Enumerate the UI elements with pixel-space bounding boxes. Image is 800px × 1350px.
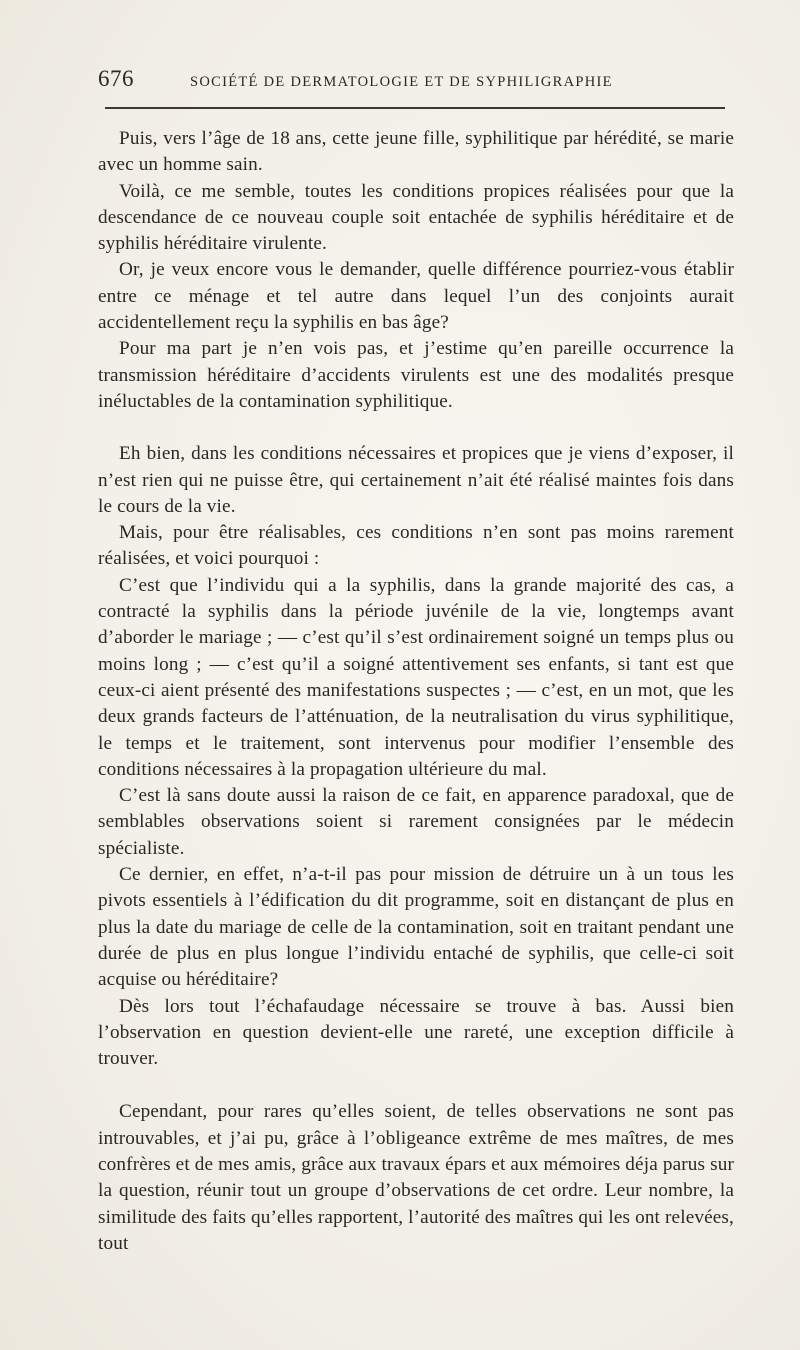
body-text xyxy=(98,126,734,1257)
paragraph: C’est là sans doute aussi la raison de ce fait, en apparence paradoxal, que de semblables observations soient si rarement consignées par le médecin spécialiste. xyxy=(98,785,734,859)
paragraph: Pour ma part je n’en vois pas, et j’estime qu’en pareille occurrence la transmission héréditaire d’accidents virulents est une des modalités presque inéluctables de la contamination syphilitique. xyxy=(98,338,734,412)
paragraph: Mais, pour être réalisables, ces conditions n’en sont pas moins rarement réalisées, et voici pourquoi : xyxy=(98,522,734,570)
section-gap xyxy=(98,1072,734,1099)
paragraph: Puis, vers l’âge de 18 ans, cette jeune fille, syphilitique par hérédité, se marie avec un homme sain. xyxy=(98,128,734,176)
paragraph: Voilà, ce me semble, toutes les conditions propices réalisées pour que la descendance de ce nouveau couple soit entachée de syphilis héréditaire et de syphilis héréditaire virulente. xyxy=(98,180,734,255)
section-gap xyxy=(98,415,734,441)
page-number: 676 xyxy=(98,66,134,91)
paragraph: C’est que l’individu qui a la syphilis, dans la grande majorité des cas, a contracté la syphilis dans la période juvénile de la vie, longtemps avant d’aborder le mariage ; — c’est qu’il s’est ordinairement soigné un temps plus ou moins long ; — c’est qu’il a soigné attentivement ses enfants, si tant est que ceux-ci aient présenté des manifestations suspectes ; — c’est, en un mot, que les deux grands facteurs de l’atténuation, de la neutralisation du virus syphilitique, le temps et le traitement, sont intervenus pour modifier l’ensemble des conditions nécessaires à la propagation ultérieure du mal. xyxy=(98,574,734,780)
paragraph: Eh bien, dans les conditions nécessaires et propices que je viens d’exposer, il n’est rien qui ne puisse être, qui certainement n’ait été réalisé maintes fois dans le cours de la vie. xyxy=(98,443,734,517)
paragraph: Cependant, pour rares qu’elles soient, de telles observations ne sont pas introuvables, et j’ai pu, grâce à l’obligeance extrême de mes maîtres, de mes confrères et de mes amis, grâce aux travaux épars et aux mémoires déja parus sur la question, réunir tout un groupe d’observations de cet ordre. Leur nombre, la similitude des faits qu’elles rapportent, l’autorité des maîtres qui les ont relevées, tout xyxy=(98,1101,734,1254)
paragraph: Or, je veux encore vous le demander, quelle différence pourriez-vous établir entre ce ménage et tel autre dans lequel l’un des conjoints aurait accidentellement reçu la syphilis en bas âge? xyxy=(98,259,734,334)
paragraph: Ce dernier, en effet, n’a-t-il pas pour mission de détruire un à un tous les pivots essentiels à l’édification du dit programme, soit en distançant de plus en plus la date du mariage de celle de la contamination, soit en traitant pendant une durée de plus en plus longue l’individu entaché de syphilis, que celle-ci soit acquise ou héréditaire? xyxy=(98,864,734,991)
running-head: SOCIÉTÉ DE DERMATOLOGIE ET DE SYPHILIGRAPHIE xyxy=(190,74,613,90)
header-rule xyxy=(105,107,725,109)
paragraph: Dès lors tout l’échafaudage nécessaire se trouve à bas. Aussi bien l’observation en question devient-elle une rareté, une exception difficile à trouver. xyxy=(98,995,734,1070)
page-header xyxy=(98,66,725,96)
